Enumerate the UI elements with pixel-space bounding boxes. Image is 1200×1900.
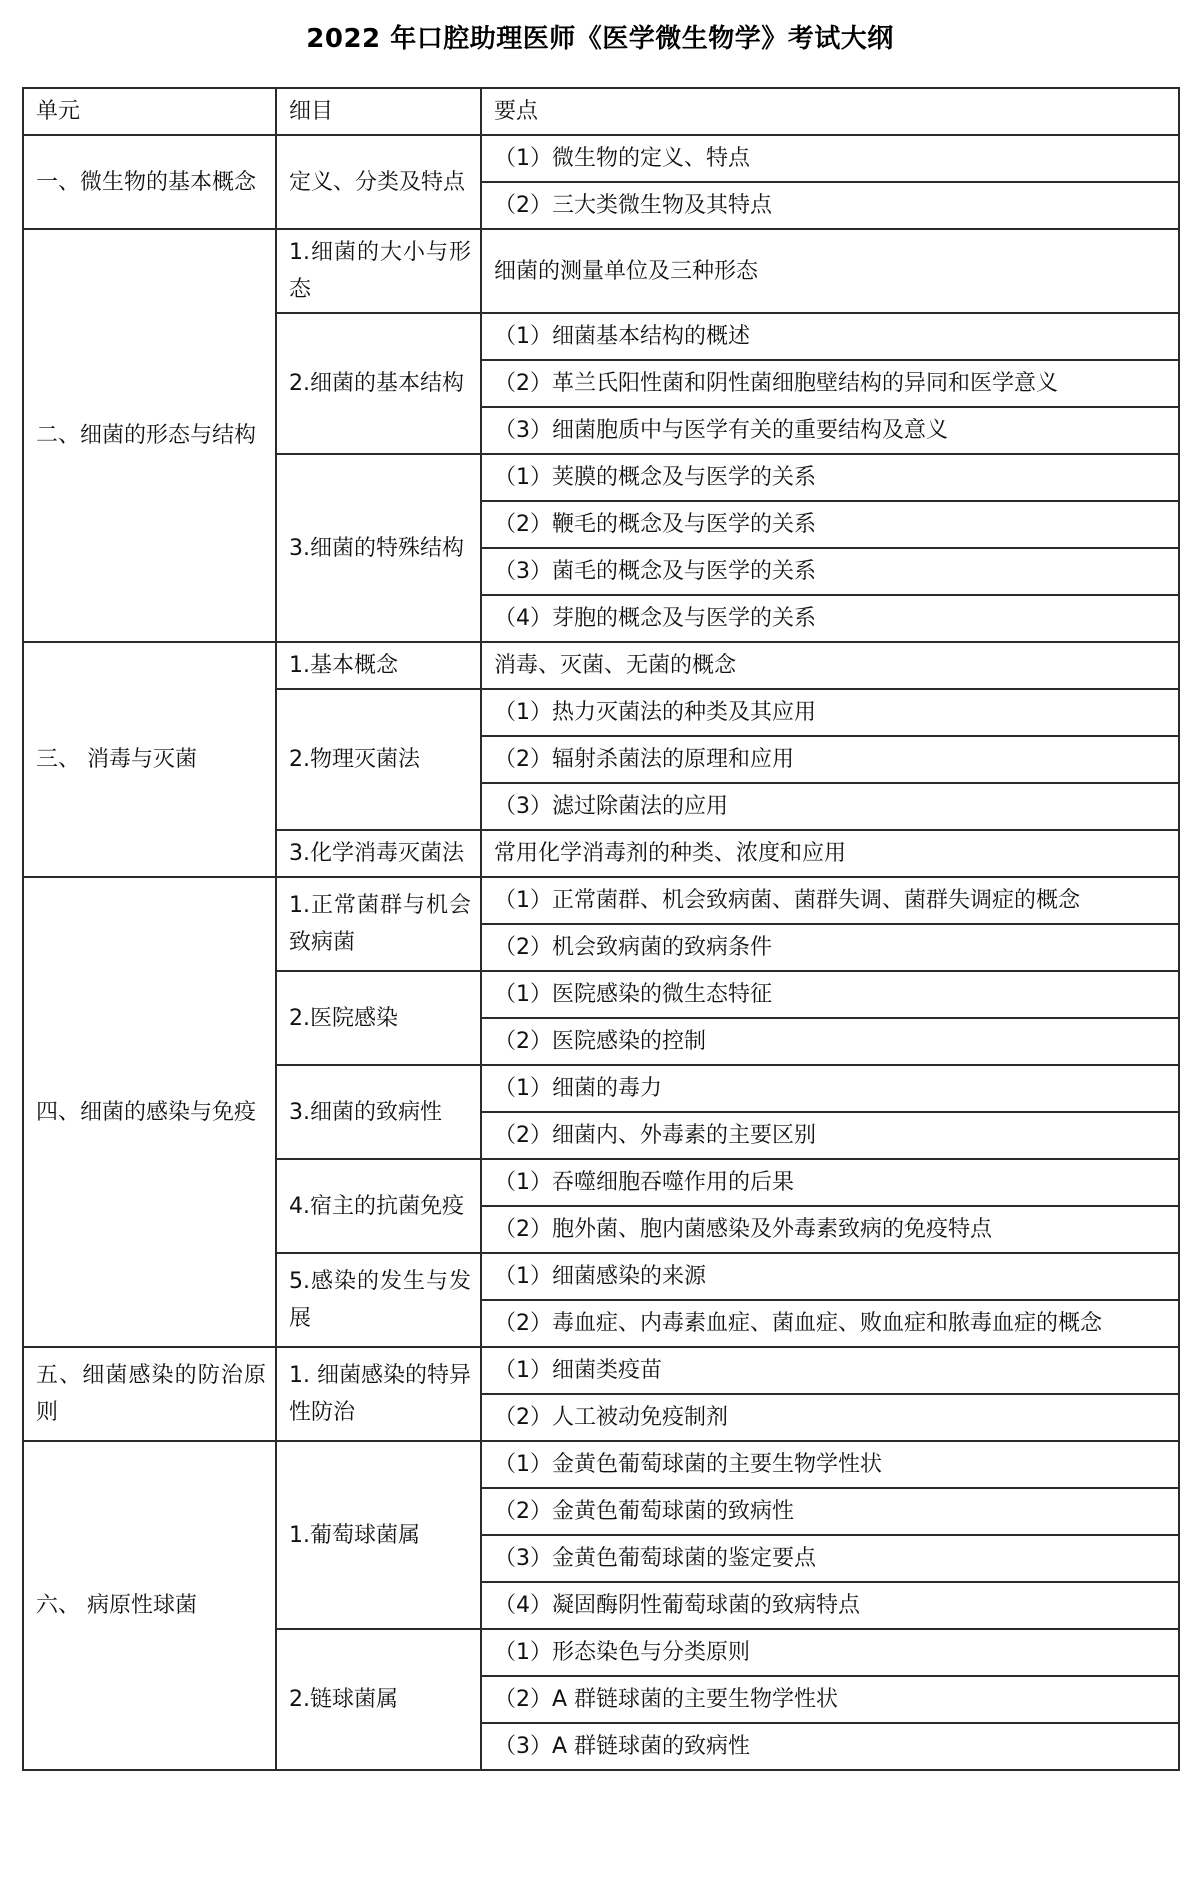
unit-cell: 五、细菌感染的防治原则 [23,1347,276,1441]
point-cell: （1）细菌感染的来源 [481,1253,1179,1300]
detail-cell: 2.链球菌属 [276,1629,481,1770]
detail-cell: 定义、分类及特点 [276,135,481,229]
point-cell: （1）正常菌群、机会致病菌、菌群失调、菌群失调症的概念 [481,877,1179,924]
table-row [23,135,1179,182]
point-cell: （2）毒血症、内毒素血症、菌血症、败血症和脓毒血症的概念 [481,1300,1179,1347]
point-cell: （1）细菌的毒力 [481,1065,1179,1112]
point-cell: （2）辐射杀菌法的原理和应用 [481,736,1179,783]
point-cell: （4）凝固酶阴性葡萄球菌的致病特点 [481,1582,1179,1629]
point-cell: （3）金黄色葡萄球菌的鉴定要点 [481,1535,1179,1582]
point-cell: （3）菌毛的概念及与医学的关系 [481,548,1179,595]
point-cell: 细菌的测量单位及三种形态 [481,229,1179,313]
table-row [23,229,1179,313]
detail-cell: 1. 细菌感染的特异性防治 [276,1347,481,1441]
column-header-points: 要点 [481,88,1179,135]
point-cell: （1）荚膜的概念及与医学的关系 [481,454,1179,501]
detail-cell: 1.葡萄球菌属 [276,1441,481,1629]
detail-cell: 2.物理灭菌法 [276,689,481,830]
unit-cell: 一、微生物的基本概念 [23,135,276,229]
point-cell: （2）机会致病菌的致病条件 [481,924,1179,971]
point-cell: （3）滤过除菌法的应用 [481,783,1179,830]
detail-cell: 5.感染的发生与发展 [276,1253,481,1347]
point-cell: （1）细菌类疫苗 [481,1347,1179,1394]
column-header-unit: 单元 [23,88,276,135]
detail-cell: 3.化学消毒灭菌法 [276,830,481,877]
point-cell: （3）细菌胞质中与医学有关的重要结构及意义 [481,407,1179,454]
detail-cell: 1.细菌的大小与形态 [276,229,481,313]
page-title: 2022 年口腔助理医师《医学微生物学》考试大纲 [306,24,894,54]
point-cell: （2）A 群链球菌的主要生物学性状 [481,1676,1179,1723]
point-cell: （1）热力灭菌法的种类及其应用 [481,689,1179,736]
point-cell: 消毒、灭菌、无菌的概念 [481,642,1179,689]
point-cell: （2）鞭毛的概念及与医学的关系 [481,501,1179,548]
detail-cell: 1.基本概念 [276,642,481,689]
point-cell: （1）金黄色葡萄球菌的主要生物学性状 [481,1441,1179,1488]
point-cell: （2）金黄色葡萄球菌的致病性 [481,1488,1179,1535]
unit-cell: 二、细菌的形态与结构 [23,229,276,642]
unit-cell: 三、 消毒与灭菌 [23,642,276,877]
point-cell: （2）胞外菌、胞内菌感染及外毒素致病的免疫特点 [481,1206,1179,1253]
point-cell: 常用化学消毒剂的种类、浓度和应用 [481,830,1179,877]
point-cell: （3）A 群链球菌的致病性 [481,1723,1179,1770]
unit-cell: 六、 病原性球菌 [23,1441,276,1770]
table-row [23,642,1179,689]
column-header-detail: 细目 [276,88,481,135]
table-row [23,1347,1179,1394]
point-cell: （2）医院感染的控制 [481,1018,1179,1065]
point-cell: （1）形态染色与分类原则 [481,1629,1179,1676]
point-cell: （1）细菌基本结构的概述 [481,313,1179,360]
detail-cell: 4.宿主的抗菌免疫 [276,1159,481,1253]
point-cell: （2）革兰氏阳性菌和阴性菌细胞壁结构的异同和医学意义 [481,360,1179,407]
detail-cell: 1.正常菌群与机会致病菌 [276,877,481,971]
unit-cell: 四、细菌的感染与免疫 [23,877,276,1347]
detail-cell: 2.细菌的基本结构 [276,313,481,454]
detail-cell: 2.医院感染 [276,971,481,1065]
point-cell: （1）吞噬细胞吞噬作用的后果 [481,1159,1179,1206]
table-row [23,877,1179,924]
point-cell: （2）人工被动免疫制剂 [481,1394,1179,1441]
exam-outline-table [22,87,1180,1771]
detail-cell: 3.细菌的致病性 [276,1065,481,1159]
point-cell: （4）芽胞的概念及与医学的关系 [481,595,1179,642]
point-cell: （1）微生物的定义、特点 [481,135,1179,182]
table-row [23,1441,1179,1488]
detail-cell: 3.细菌的特殊结构 [276,454,481,642]
point-cell: （2）细菌内、外毒素的主要区别 [481,1112,1179,1159]
point-cell: （2）三大类微生物及其特点 [481,182,1179,229]
header-row [23,88,1179,135]
point-cell: （1）医院感染的微生态特征 [481,971,1179,1018]
